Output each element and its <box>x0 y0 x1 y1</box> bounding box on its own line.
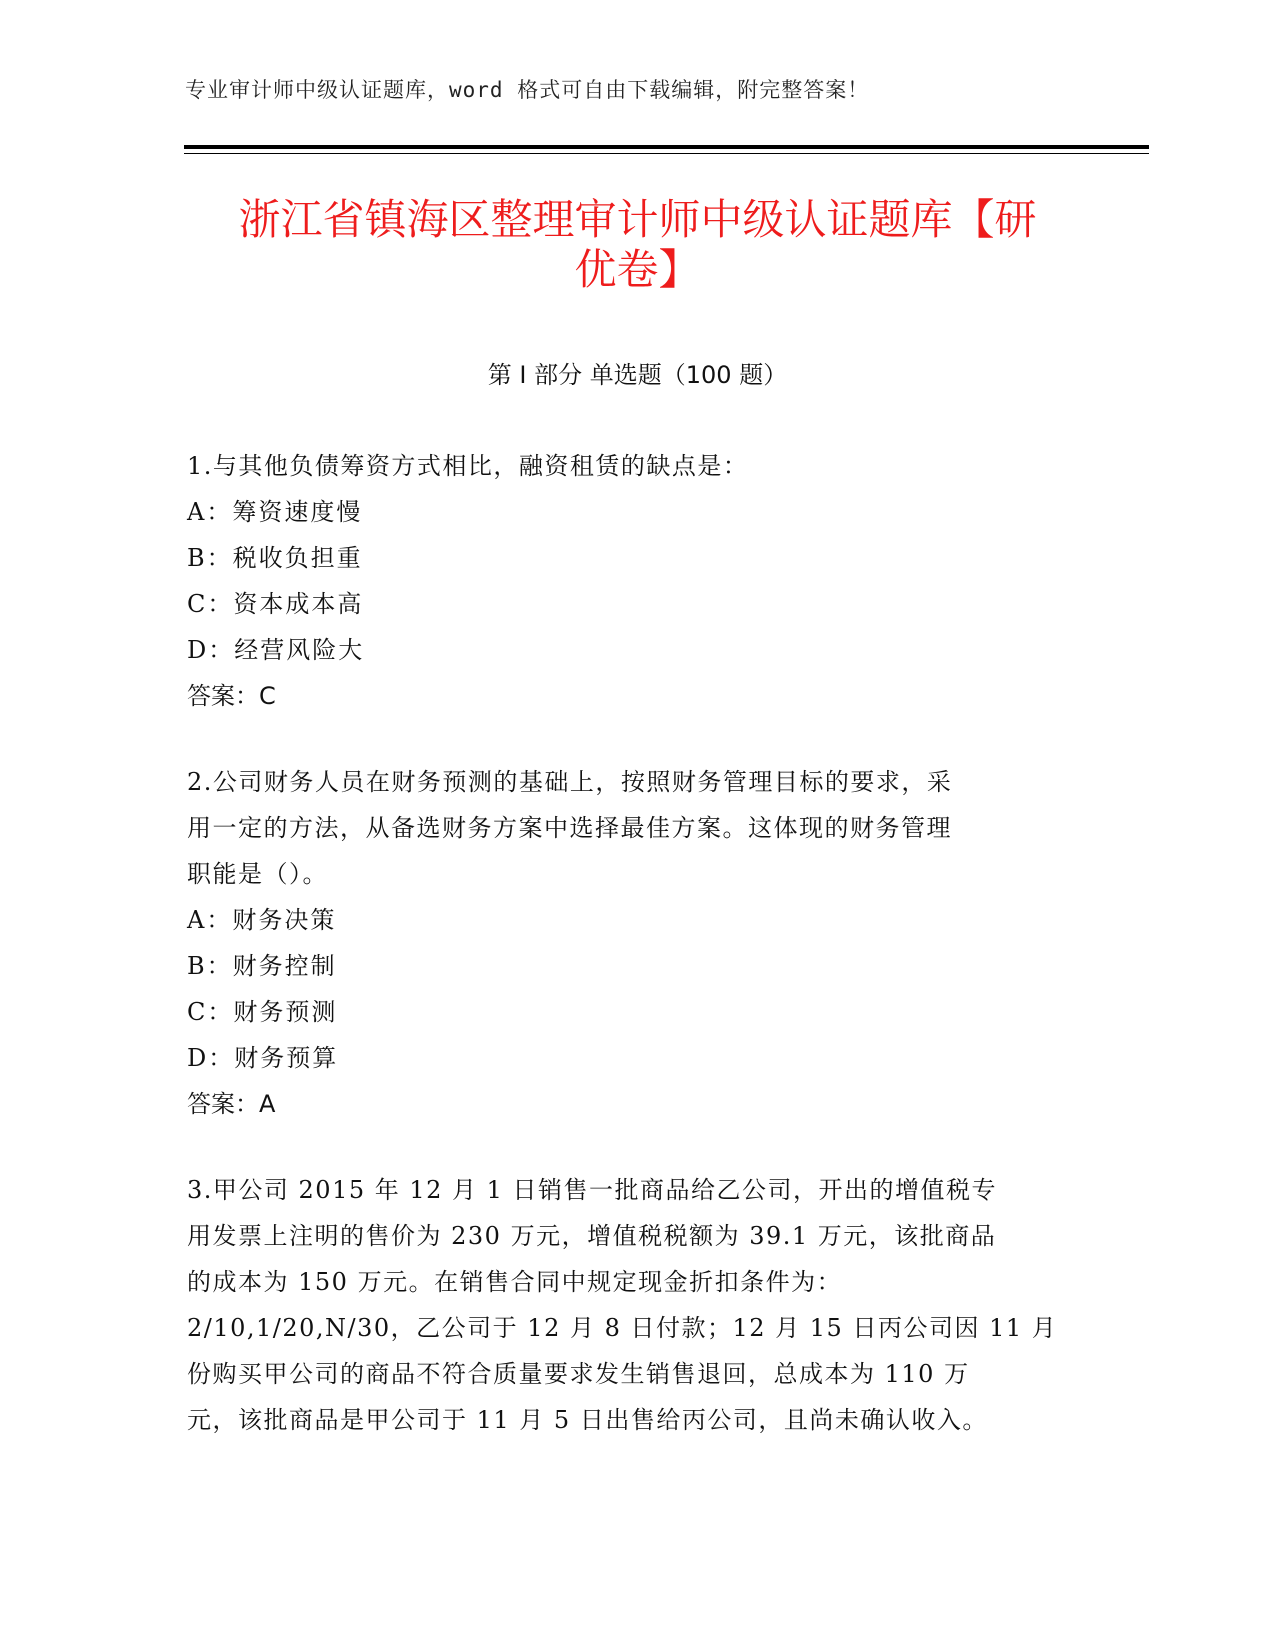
question-stem-line: 用发票上注明的售价为 230 万元，增值税税额为 39.1 万元，该批商品 <box>187 1222 997 1250</box>
question-stem <box>187 443 1067 489</box>
section-title: 第 I 部分 单选题（100 题） <box>487 361 788 389</box>
option-a: A：财务决策 <box>187 906 337 934</box>
question-stem-line: 1.与其他负债筹资方式相比，融资租赁的缺点是： <box>187 452 749 480</box>
question-list <box>187 443 1067 1483</box>
question-1 <box>187 443 1067 719</box>
option-c: C：资本成本高 <box>187 590 364 618</box>
question-stem-line: 3.甲公司 2015 年 12 月 1 日销售一批商品给乙公司，开出的增值税专 <box>187 1176 998 1204</box>
option-c: C：财务预测 <box>187 998 338 1026</box>
question-2 <box>187 759 1067 1127</box>
option-a: A：筹资速度慢 <box>187 498 363 526</box>
header-rule-thick <box>184 145 1149 149</box>
question-stem-line: 2.公司财务人员在财务预测的基础上，按照财务管理目标的要求，采 <box>187 768 953 796</box>
document-title <box>185 195 1090 295</box>
question-stem-line: 份购买甲公司的商品不符合质量要求发生销售退回，总成本为 110 万 <box>187 1360 970 1388</box>
document-title-line1: 浙江省镇海区整理审计师中级认证题库【研 <box>238 195 1037 244</box>
option-d: D：经营风险大 <box>187 636 365 664</box>
header-note: 专业审计师中级认证题库，word 格式可自由下载编辑，附完整答案！ <box>185 78 870 102</box>
question-stem <box>187 759 1067 897</box>
answer-label: 答案：C <box>187 682 276 710</box>
answer-label: 答案：A <box>187 1090 276 1118</box>
question-stem-line: 2/10,1/20,N/30，乙公司于 12 月 8 日付款；12 月 15 日丙公司因 11 月 <box>187 1314 1058 1342</box>
question-stem-line: 的成本为 150 万元。在销售合同中规定现金折扣条件为： <box>187 1268 843 1296</box>
document-title-line2: 优卷】 <box>574 245 701 294</box>
header-rule-thin <box>184 153 1149 154</box>
option-b: B：税收负担重 <box>187 544 363 572</box>
option-b: B：财务控制 <box>187 952 337 980</box>
question-3 <box>187 1167 1067 1443</box>
question-stem-line: 用一定的方法，从备选财务方案中选择最佳方案。这体现的财务管理 <box>187 814 952 842</box>
question-stem <box>187 1167 1067 1443</box>
question-stem-line: 元，该批商品是甲公司于 11 月 5 日出售给丙公司，且尚未确认收入。 <box>187 1406 988 1434</box>
question-stem-line: 职能是（）。 <box>187 860 328 888</box>
option-d: D：财务预算 <box>187 1044 339 1072</box>
